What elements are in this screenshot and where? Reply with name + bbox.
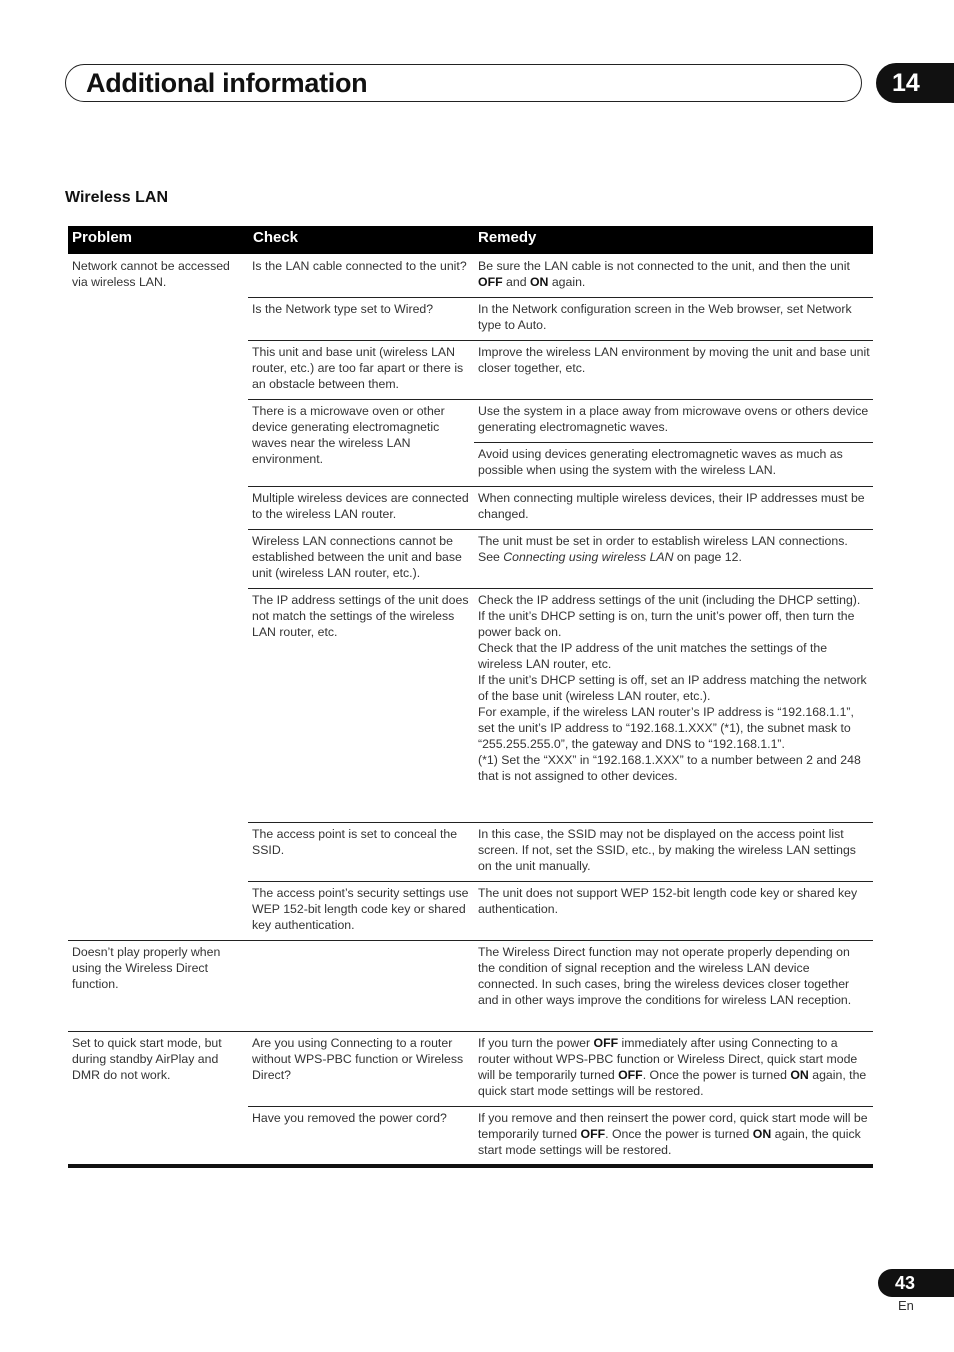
row-divider [474, 442, 873, 443]
check-cell: The access point’s security settings use WEP 152-bit length code key or shared key authentication. [252, 886, 469, 932]
page-number-badge [878, 1269, 954, 1297]
remedy-text: If you turn the power [478, 1036, 594, 1050]
remedy-text-bold: OFF [580, 1127, 606, 1141]
remedy-text: . Once the power is turned [605, 1127, 753, 1141]
table-bottom-rule [68, 1164, 873, 1168]
page-number: 43 [895, 1273, 916, 1293]
row-divider [248, 1106, 873, 1107]
remedy-cell: Use the system in a place away from microwave ovens or others device generating electromagnetic waves. [478, 404, 869, 434]
remedy-cell [478, 258, 870, 290]
column-header-problem: Problem [72, 229, 133, 246]
remedy-text-bold: OFF [618, 1068, 643, 1082]
remedy-text: The unit must be set in order to establish wireless LAN connections. See [478, 534, 848, 564]
remedy-cell: In the Network configuration screen in the Web browser, set Network type to Auto. [478, 302, 852, 332]
row-divider [248, 340, 873, 341]
row-divider [248, 297, 873, 298]
column-header-remedy: Remedy [478, 229, 537, 246]
row-divider [248, 588, 873, 589]
row-divider [248, 822, 873, 823]
row-divider [248, 529, 873, 530]
row-divider [248, 399, 873, 400]
remedy-text-bold: OFF [478, 275, 503, 289]
remedy-text: . Once the power is turned [642, 1068, 791, 1082]
remedy-text-bold: OFF [593, 1036, 619, 1050]
remedy-text-bold: ON [529, 275, 549, 289]
remedy-text: on page 12. [673, 550, 742, 564]
remedy-cell: Improve the wireless LAN environment by moving the unit and base unit closer together, etc. [478, 345, 870, 375]
row-divider [68, 1031, 873, 1032]
remedy-text: again, the quick start mode settings will be restored. [478, 1127, 861, 1157]
remedy-text: Be sure the LAN cable is not connected to the unit, and then the unit [478, 259, 850, 273]
page-title: Additional information [86, 68, 368, 98]
cross-reference-link: Connecting using wireless LAN [503, 550, 674, 564]
check-cell: The IP address settings of the unit does not match the settings of the wireless LAN router, etc. [252, 593, 469, 639]
remedy-text: again. [548, 275, 586, 289]
problem-cell: Doesn’t play properly when using the Wireless Direct function. [72, 945, 221, 991]
remedy-cell: When connecting multiple wireless devices, their IP addresses must be changed. [478, 491, 865, 521]
problem-cell: Network cannot be accessed via wireless LAN. [72, 259, 230, 289]
section-title: Wireless LAN [65, 189, 168, 206]
remedy-cell: In this case, the SSID may not be displayed on the access point list screen. If not, set the SSID, etc., by making the wireless LAN settings on the unit manually. [478, 827, 856, 873]
row-divider [248, 881, 873, 882]
remedy-cell: The unit does not support WEP 152-bit length code key or shared key authentication. [478, 886, 858, 916]
check-cell: Is the LAN cable connected to the unit? [252, 259, 467, 273]
remedy-cell: Check the IP address settings of the unit (including the DHCP setting). If the unit’s DHCP setting is on, turn the unit’s power off, then turn the power back on. Check that the IP address of the unit matches the settings of the wireless LAN router, etc. If the unit’s DHCP setting is off, set an IP address matching the network of the base unit (wireless LAN router, etc.). For example, if the wireless LAN router’s IP address is “192.168.1.1”, set the unit’s IP address to “192.168.1.XXX” (*1), the subnet mask to “255.255.255.0”, the gateway and DNS to “192.168.1.1”. (*1) Set the “XXX” in “192.168.1.XXX” to a number between 2 and 248 that is not assigned to other devices. [478, 593, 867, 783]
check-cell: This unit and base unit (wireless LAN router, etc.) are too far apart or there is an obstacle between them. [252, 345, 464, 391]
remedy-text: If you remove and then reinsert the power cord, quick start mode will be temporarily turned [478, 1111, 868, 1141]
row-divider [248, 486, 873, 487]
remedy-text: and [502, 275, 530, 289]
check-cell: Have you removed the power cord? [252, 1111, 447, 1125]
chapter-number: 14 [892, 69, 920, 97]
remedy-text-bold: ON [752, 1127, 772, 1141]
remedy-text: again, the quick start mode settings will be restored. [478, 1068, 867, 1098]
problem-cell: Set to quick start mode, but during standby AirPlay and DMR do not work. [72, 1036, 222, 1082]
check-cell: Is the Network type set to Wired? [252, 302, 434, 316]
check-cell: Wireless LAN connections cannot be established between the unit and base unit (wireless LAN router, etc.). [252, 534, 462, 580]
remedy-cell: Avoid using devices generating electromagnetic waves as much as possible when using the system with the wireless LAN. [478, 447, 843, 477]
remedy-cell [478, 1110, 870, 1158]
check-cell: The access point is set to conceal the SSID. [252, 827, 458, 857]
remedy-cell [478, 1035, 870, 1099]
check-cell: There is a microwave oven or other device generating electromagnetic waves near the wireless LAN environment. [252, 404, 445, 466]
check-cell: Multiple wireless devices are connected to the wireless LAN router. [252, 491, 469, 521]
row-divider [68, 940, 873, 941]
remedy-text-bold: ON [790, 1068, 809, 1082]
language-label: En [898, 1298, 914, 1313]
column-header-check: Check [253, 229, 299, 246]
check-cell: Are you using Connecting to a router without WPS-PBC function or Wireless Direct? [252, 1036, 464, 1082]
remedy-cell [478, 533, 870, 565]
remedy-text: immediately after using Connecting to a router without WPS-PBC function or Wireless Direct, quick start mode will be temporarily turned [478, 1036, 858, 1082]
remedy-cell: The Wireless Direct function may not operate properly depending on the condition of signal reception and the wireless LAN device connected. In such cases, bring the wireless devices closer together and in other ways improve the conditions for wireless LAN reception. [478, 945, 852, 1007]
